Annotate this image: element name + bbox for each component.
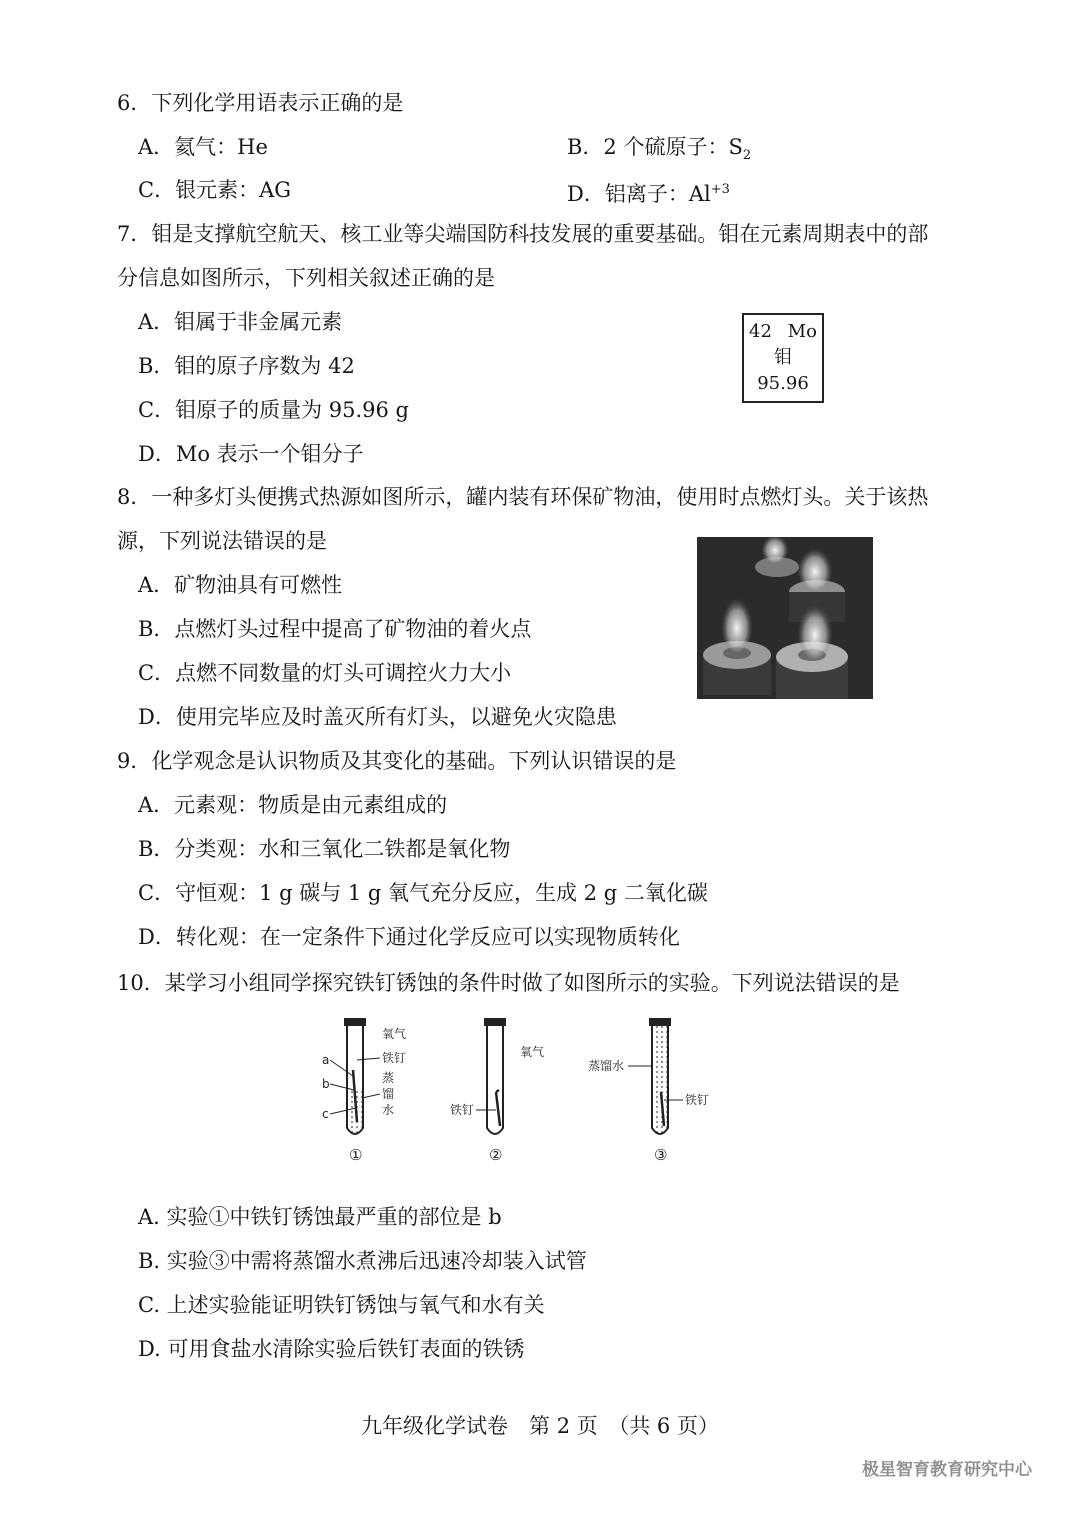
q9-option-b: B．分类观：水和三氧化二铁都是氧化物 — [138, 837, 511, 861]
element-name: 钼 — [774, 347, 792, 368]
t2-oxygen-label: 氧气 — [520, 1045, 545, 1059]
q6-stem: 6．下列化学用语表示正确的是 — [117, 91, 404, 115]
t1-label-a: a — [322, 1053, 330, 1067]
q8-option-d: D．使用完毕应及时盖灭所有灯头，以避免火灾隐患 — [138, 705, 617, 729]
t1-number: ① — [349, 1146, 363, 1164]
periodic-table-cell — [742, 313, 824, 403]
t3-water-label: 蒸馏水 — [588, 1059, 625, 1073]
t1-water-3: 水 — [382, 1103, 395, 1117]
t3-nail-label: 铁钉 — [685, 1093, 710, 1107]
q9-option-d: D．转化观：在一定条件下通过化学反应可以实现物质转化 — [138, 925, 680, 949]
q10-option-d: D. 可用食盐水清除实验后铁钉表面的铁锈 — [138, 1337, 525, 1361]
q8-option-a: A．矿物油具有可燃性 — [138, 573, 343, 597]
test-tube-3 — [588, 1018, 709, 1164]
q7-stem-line1: 7．钼是支撑航空航天、核工业等尖端国防科技发展的重要基础。钼在元素周期表中的部 — [117, 222, 929, 246]
t2-nail-label: 铁钉 — [450, 1103, 475, 1117]
q7-stem-line2: 分信息如图所示，下列相关叙述正确的是 — [117, 266, 495, 290]
burner-illustration — [697, 537, 873, 699]
t1-oxygen-label: 氧气 — [382, 1027, 407, 1041]
q7-option-b: B．钼的原子序数为 42 — [138, 354, 355, 378]
q7-option-c: C．钼原子的质量为 95.96 g — [138, 398, 409, 422]
burner-photo — [697, 537, 873, 699]
page-footer: 九年级化学试卷 第 2 页 （共 6 页） — [361, 1414, 719, 1438]
t1-label-b: b — [322, 1077, 330, 1091]
q10-option-a: A. 实验①中铁钉锈蚀最严重的部位是 b — [138, 1205, 502, 1229]
rust-experiment-figure — [300, 1010, 760, 1170]
element-number: 42 — [749, 321, 772, 342]
watermark: 极星智育教育研究中心 — [862, 1460, 1032, 1480]
t1-nail-label: 铁钉 — [382, 1051, 407, 1065]
q8-option-b: B．点燃灯头过程中提高了矿物油的着火点 — [138, 617, 532, 641]
q9-option-a: A．元素观：物质是由元素组成的 — [138, 793, 448, 817]
t1-label-c: c — [322, 1107, 329, 1121]
q10-stem: 10．某学习小组同学探究铁钉锈蚀的条件时做了如图所示的实验。下列说法错误的是 — [117, 971, 900, 995]
q6-option-c: C．银元素：AG — [138, 178, 292, 202]
q8-option-c: C．点燃不同数量的灯头可调控火力大小 — [138, 661, 512, 685]
test-tube-2 — [450, 1018, 544, 1164]
element-symbol: Mo — [787, 321, 817, 342]
q10-option-c: C. 上述实验能证明铁钉锈蚀与氧气和水有关 — [138, 1293, 545, 1317]
t1-water-1: 蒸 — [382, 1071, 395, 1085]
q9-stem: 9．化学观念是认识物质及其变化的基础。下列认识错误的是 — [117, 749, 677, 773]
t3-number: ③ — [654, 1146, 668, 1164]
q8-stem-line1: 8．一种多灯头便携式热源如图所示，罐内装有环保矿物油，使用时点燃灯头。关于该热 — [117, 485, 929, 509]
q7-option-d: D．Mo 表示一个钼分子 — [138, 442, 364, 466]
q10-option-b: B. 实验③中需将蒸馏水煮沸后迅速冷却装入试管 — [138, 1249, 587, 1273]
q6-option-d: D．铝离子：$Al^{+3}$ — [567, 182, 730, 206]
q6-option-b: B．2 个硫原子：$S_2$ — [567, 135, 752, 164]
q6-option-a: A．氦气：He — [138, 135, 268, 159]
q9-option-c: C．守恒观：1 g 碳与 1 g 氧气充分反应，生成 2 g 二氧化碳 — [138, 881, 708, 905]
test-tube-1 — [322, 1018, 406, 1164]
q8-stem-line2: 源，下列说法错误的是 — [117, 529, 327, 553]
t2-number: ② — [489, 1146, 503, 1164]
t1-water-2: 馏 — [382, 1087, 395, 1101]
q7-option-a: A．钼属于非金属元素 — [138, 310, 343, 334]
element-mass: 95.96 — [757, 373, 809, 394]
